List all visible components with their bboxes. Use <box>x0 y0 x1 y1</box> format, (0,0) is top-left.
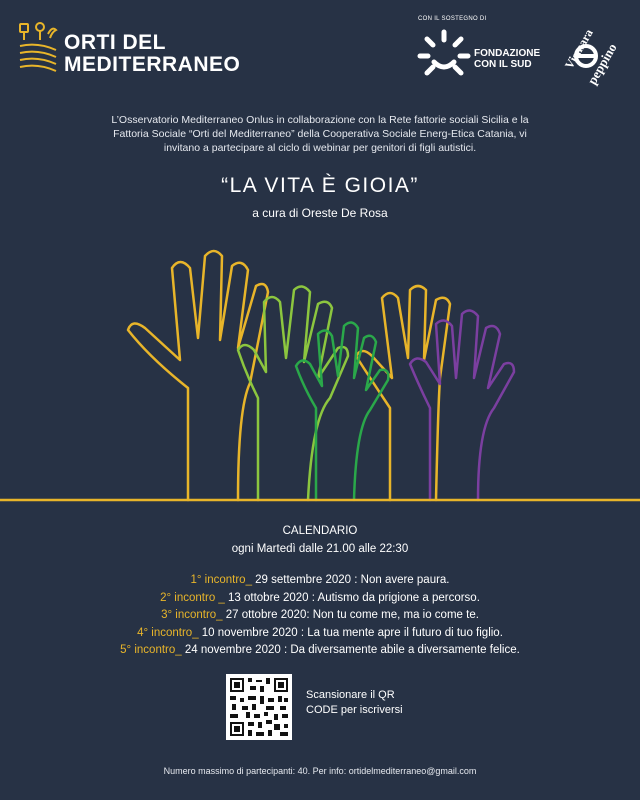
hand-yellow-right <box>356 286 450 500</box>
qr-code-icon <box>226 674 292 740</box>
qr-instructions: Scansionare il QR CODE per iscriversi <box>306 689 403 716</box>
sponsor-label: CON IL SOSTEGNO DI <box>418 16 487 22</box>
svg-text:peppino: peppino <box>584 40 620 88</box>
event-title: “LA VITA È GIOIA” <box>221 174 419 197</box>
list-item: 3° incontro_ 27 ottobre 2020: Non tu come me, ma io come te. <box>161 609 479 621</box>
raised-hands-illustration <box>0 238 640 508</box>
hand-green-light <box>238 286 348 500</box>
svg-text:Vismara: Vismara <box>562 26 596 72</box>
sun-icon <box>416 28 472 84</box>
orti-del-mediterraneo-logo <box>18 20 248 80</box>
calendar-schedule: ogni Martedì dalle 21.00 alle 22:30 <box>231 543 409 555</box>
fondazione-con-il-sud-logo <box>412 16 552 86</box>
calendar-header <box>0 522 640 558</box>
calendar-heading: CALENDARIO <box>282 525 358 537</box>
event-list <box>0 572 640 660</box>
sponsor-name: FONDAZIONE CON IL SUD <box>474 48 541 70</box>
fondazione-vismara-logo <box>562 14 622 94</box>
intro-text: L’Osservatorio Mediterraneo Onlus in collaborazione con la Rete fattorie sociali Sicilia e la Fattoria Sociale “Orti del Mediterraneo” della Cooperativa Sociale Energ-Etica Catania, vi invitano a partecipare al ciclo di webinar per genitori di figli autistici. <box>111 114 529 154</box>
list-item: 5° incontro_ 24 novembre 2020 : Da diversamente abile a diversamente felice. <box>120 644 520 656</box>
list-item: 2° incontro _ 13 ottobre 2020 : Autismo da prigione a percorso. <box>160 591 480 604</box>
qr-code[interactable] <box>226 674 292 740</box>
vismara-logo-icon <box>562 14 622 94</box>
orti-logo-name: ORTI DEL MEDITERRANEO <box>64 31 241 76</box>
footer-info: Numero massimo di partecipanti: 40. Per info: ortidelmediterraneo@gmail.com <box>163 766 477 776</box>
list-item: 1° incontro_ 29 settembre 2020 : Non avere paura. <box>190 574 450 586</box>
orti-logo-icon <box>18 20 58 76</box>
list-item: 4° incontro_ 10 novembre 2020 : La tua mente apre il futuro di tuo figlio. <box>137 626 503 639</box>
event-subtitle: a cura di Oreste De Rosa <box>252 206 388 220</box>
